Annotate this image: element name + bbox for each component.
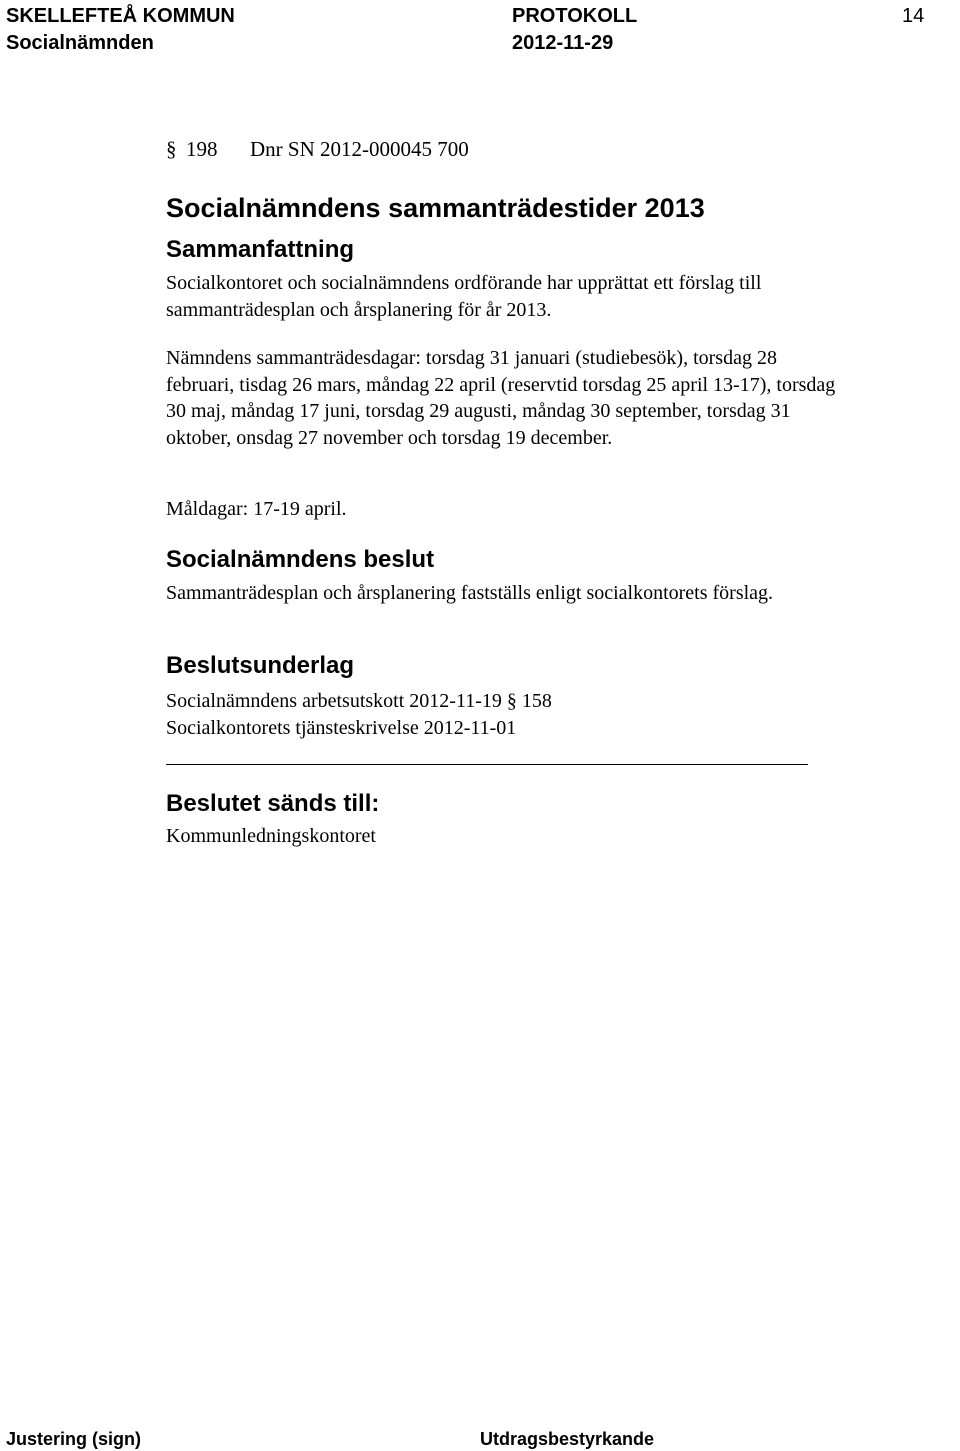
document-date: 2012-11-29 bbox=[512, 32, 614, 54]
basis-item: Socialkontorets tjänsteskrivelse 2012-11-01 bbox=[166, 716, 517, 739]
basis-list bbox=[166, 688, 846, 741]
page-number: 14 bbox=[902, 5, 925, 27]
meeting-dates-text: Nämndens sammanträdesdagar: torsdag 31 januari (studiebesök), torsdag 28 februari, tisdag 26 mars, måndag 22 april (reservtid torsdag 25 april 13-17), torsdag 30 maj, måndag 17 juni, torsdag 29 augusti, måndag 30 september, torsdag 31 oktober, onsdag 27 november och torsdag 19 december. bbox=[166, 347, 836, 449]
basis-heading: Beslutsunderlag bbox=[166, 652, 355, 679]
summary-text: Socialkontoret och socialnämndens ordförande har upprättat ett förslag till sammanträdesplan och årsplanering för år 2013. bbox=[166, 272, 762, 321]
section-number: 198 bbox=[186, 137, 218, 161]
decision-heading: Socialnämndens beslut bbox=[166, 546, 435, 573]
decision-text: Sammanträdesplan och årsplanering fastställs enligt socialkontorets förslag. bbox=[166, 582, 774, 604]
committee-name: Socialnämnden bbox=[6, 32, 154, 54]
section-reference bbox=[166, 136, 469, 162]
diary-number: Dnr SN 2012-000045 700 bbox=[250, 137, 469, 161]
distribution-recipient: Kommunledningskontoret bbox=[166, 825, 376, 847]
basis-item: Socialnämndens arbetsutskott 2012-11-19 § 158 bbox=[166, 690, 552, 712]
paragraph-sign: § bbox=[166, 137, 177, 161]
section-title: Socialnämndens sammanträdestider 2013 bbox=[166, 193, 705, 223]
footer-certification-label: Utdragsbestyrkande bbox=[480, 1429, 655, 1449]
distribution-heading: Beslutet sänds till: bbox=[166, 790, 380, 817]
target-days-text: Måldagar: 17-19 april. bbox=[166, 498, 347, 520]
document-type: PROTOKOLL bbox=[512, 5, 638, 27]
footer-signature-label: Justering (sign) bbox=[6, 1429, 142, 1449]
summary-heading: Sammanfattning bbox=[166, 236, 355, 263]
separator-line bbox=[166, 764, 808, 765]
organization-name: SKELLEFTEÅ KOMMUN bbox=[6, 5, 235, 27]
